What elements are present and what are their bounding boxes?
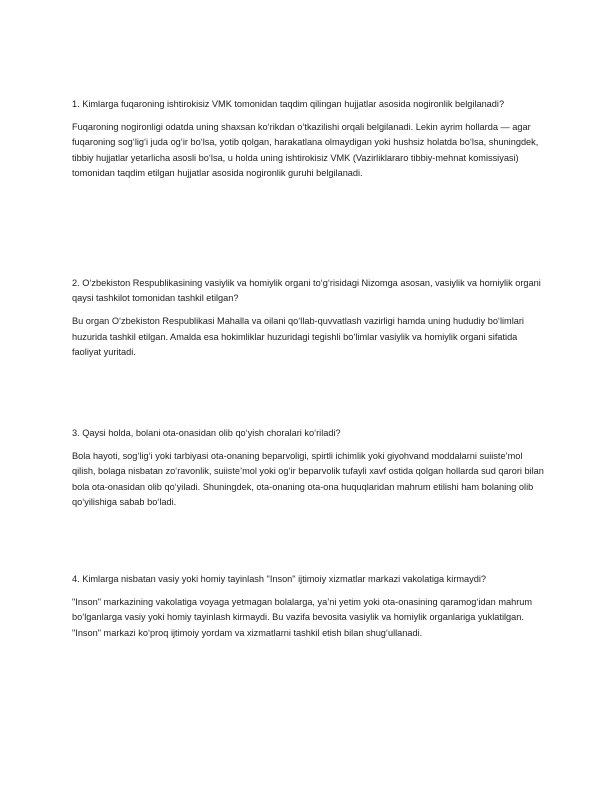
answer-text: "Inson" markazining vakolatiga voyaga yetmagan bolalarga, ya’ni yetim yoki ota-onasining qaramog‘idan mahrum bo‘lganlarga vasiy yoki homiy tayinlash kirmaydi. Bu vazifa bevosita vasiylik va homiylik organlariga yuklatilgan. "Inson" markazi ko‘proq ijtimoiy yordam va xizmatlarni tashkil etish bilan shug‘ullanadi. — [72, 597, 533, 638]
qa-block — [72, 276, 546, 360]
qa-block — [72, 572, 546, 641]
question-text: 4. Kimlarga nisbatan vasiy yoki homiy tayinlash "Inson" ijtimoiy xizmatlar markazi vakolatiga kirmaydi? — [72, 574, 486, 584]
answer-text: Bu organ O‘zbekiston Respublikasi Mahalla va oilani qo‘llab-quvvatlash vazirligi hamda uning hududiy bo‘limlari huzurida tashkil etilgan. Amalda esa hokimliklar huzuridagi tegishli bo‘limlar vasiylik va homiylik organi sifatida faoliyat yuritadi. — [72, 316, 524, 357]
answer-text: Fuqaroning nogironligi odatda uning shaxsan ko‘rikdan o‘tkazilishi orqali belgilanadi. Lekin ayrim hollarda — agar fuqaroning sog‘lig‘i juda og‘ir bo‘lsa, yotib qolgan, harakatlana olmaydigan yoki hushsiz holatda bo‘lsa, shuningdek, tibbiy hujjatlar yetarlicha asosli bo‘lsa, u holda uning ishtirokisiz VMK (Vazirliklararo tibbiy-mehnat komissiyasi) tomonidan taqdim etilgan hujjatlar asosida nogironlik guruhi belgilanadi. — [72, 122, 539, 178]
qa-block — [72, 97, 546, 181]
question-text: 3. Qaysi holda, bolani ota-onasidan olib qo‘yish choralari ko‘riladi? — [72, 428, 341, 438]
answer-text: Bola hayoti, sog‘lig‘i yoki tarbiyasi ota-onaning beparvoligi, spirtli ichimlik yoki giyohvand moddalarni suiiste’mol qilish, bolaga nisbatan zo‘ravonlik, suiiste’mol yoki og‘ir beparvolik tufayli xavf ostida qolgan hollarda sud qarori bilan bola ota-onasidan olib qo‘yiladi. Shuningdek, ota-onaning ota-ona huquqlaridan mahrum etilishi ham bolaning olib qo‘yilishiga sabab bo‘ladi. — [72, 451, 544, 507]
question-text: 1. Kimlarga fuqaroning ishtirokisiz VMK tomonidan taqdim qilingan hujjatlar asosida nogironlik belgilanadi? — [72, 99, 505, 109]
question-text: 2. O‘zbekiston Respublikasining vasiylik va homiylik organi to‘g‘risidagi Nizomga asosan, vasiylik va homiylik organi qaysi tashkilot tomonidan tashkil etilgan? — [72, 278, 541, 304]
qa-block — [72, 426, 546, 510]
